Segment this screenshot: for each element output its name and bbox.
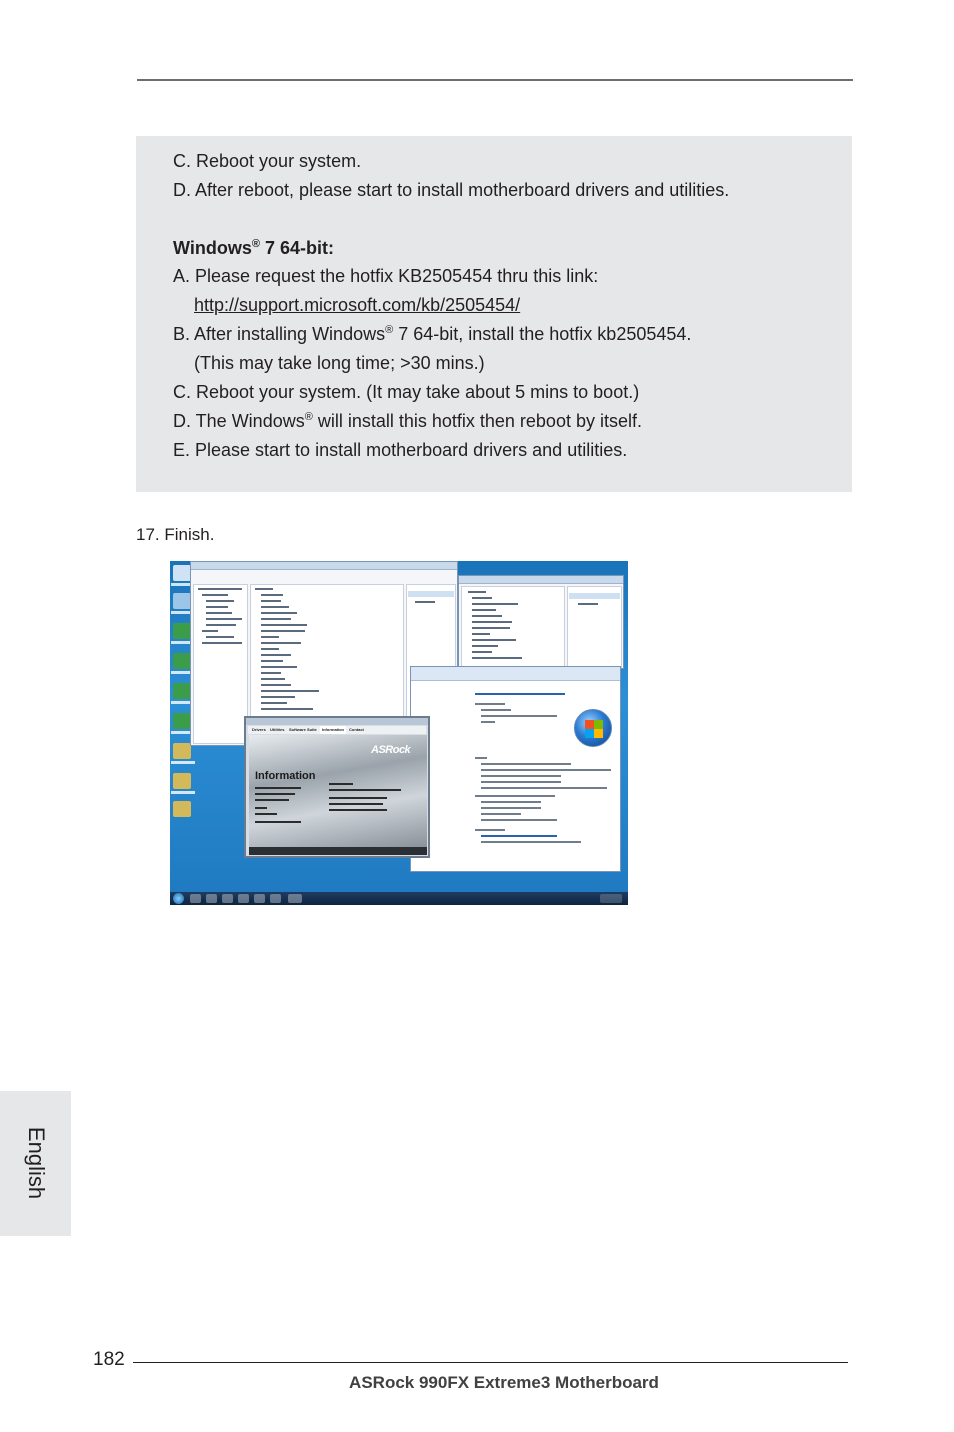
asrock-logo: ASRock [371, 744, 411, 756]
tree-item [261, 696, 295, 698]
sys-line [475, 829, 505, 831]
tree-item [206, 618, 242, 620]
folder-icon [173, 743, 191, 759]
finish-screenshot [170, 561, 628, 905]
tree-item [261, 642, 301, 644]
desktop-label [171, 761, 195, 764]
folder-icon [173, 773, 191, 789]
tree-item [261, 654, 291, 656]
taskbar [170, 892, 628, 905]
language-tab-label: English [24, 1126, 49, 1200]
tree-item [472, 621, 512, 623]
flag-green [594, 720, 603, 729]
step-label: 17. Finish. [136, 525, 215, 544]
sys-line [481, 813, 521, 815]
installer-footer [249, 847, 427, 855]
tree-item [206, 636, 234, 638]
info-line [255, 813, 277, 815]
taskbar-button[interactable] [254, 894, 265, 903]
window-titlebar [459, 576, 623, 584]
tree-item [198, 588, 242, 590]
info-line [255, 821, 301, 823]
tree-item [261, 612, 297, 614]
info-line [255, 807, 267, 809]
sys-line [481, 763, 571, 765]
taskbar-button[interactable] [288, 894, 302, 903]
system-info-window [410, 666, 621, 872]
tree-item [255, 588, 273, 590]
tree-item [261, 660, 283, 662]
window-titlebar [246, 718, 428, 725]
tree-item [261, 684, 291, 686]
tree-item [472, 645, 498, 647]
window-titlebar [191, 562, 457, 570]
folder-icon [173, 801, 191, 817]
sys-line [481, 781, 561, 783]
tree-item [261, 702, 287, 704]
tree-item [202, 630, 218, 632]
console-tree-pane [193, 584, 248, 744]
clock [600, 894, 622, 903]
tree-item [206, 600, 234, 602]
tree-item [261, 624, 307, 626]
sys-line [481, 819, 557, 821]
info-line [329, 789, 401, 791]
tree-item [472, 615, 502, 617]
flag-blue [585, 729, 594, 738]
sys-line [481, 801, 541, 803]
sys-line [481, 841, 581, 843]
system-heading [475, 693, 565, 695]
tab-software-suite[interactable]: Software Suite [289, 727, 317, 732]
tree-item [472, 657, 522, 659]
recycle-bin-icon [173, 593, 191, 609]
actions-pane [567, 586, 622, 668]
taskbar-button[interactable] [270, 894, 281, 903]
tree-item [468, 591, 486, 593]
sys-line [475, 795, 555, 797]
sys-line [481, 807, 541, 809]
flag-yellow [594, 729, 603, 738]
actions-header [569, 593, 620, 599]
footer-title: ASRock 990FX Extreme3 Motherboard [349, 1373, 659, 1392]
app-icon [173, 713, 191, 729]
tree-item [261, 618, 291, 620]
hotfix-link[interactable]: http://support.microsoft.com/kb/2505454/ [194, 295, 521, 315]
tree-item [472, 627, 510, 629]
tree-item [472, 597, 492, 599]
win7-heading: Windows® 7 64-bit: [173, 238, 334, 258]
taskbar-button[interactable] [222, 894, 233, 903]
note-line-d2: D. The Windows® will install this hotfix then reboot by itself. [173, 411, 642, 431]
taskbar-button[interactable] [190, 894, 201, 903]
note-line-b: B. After installing Windows® 7 64-bit, install the hotfix kb2505454. [173, 324, 692, 344]
tab-drivers[interactable]: Drivers [252, 727, 266, 732]
info-line [329, 797, 387, 799]
action-item [415, 601, 435, 603]
note-line-a: A. Please request the hotfix KB2505454 thru this link: [173, 266, 599, 286]
tree-item [472, 651, 492, 653]
tree-item [206, 606, 228, 608]
tree-item [206, 624, 236, 626]
sys-line [481, 787, 607, 789]
note-line-c2: C. Reboot your system. (It may take about 5 mins to boot.) [173, 382, 640, 402]
flag-red [585, 720, 594, 729]
note-line-c: C. Reboot your system. [173, 151, 362, 171]
note-line-b-note: (This may take long time; >30 mins.) [194, 353, 485, 373]
info-line [255, 787, 301, 789]
info-line [329, 809, 387, 811]
tree-item [261, 708, 313, 710]
device-manager-window [458, 575, 624, 669]
info-line [329, 803, 383, 805]
computer-icon [173, 565, 191, 581]
info-line [255, 793, 295, 795]
app-icon [173, 623, 191, 639]
tree-item [261, 636, 279, 638]
tree-item [202, 594, 228, 596]
tree-item [261, 648, 279, 650]
note-line-d: D. After reboot, please start to install motherboard drivers and utilities. [173, 180, 730, 200]
tree-item [261, 666, 297, 668]
installer-body [249, 735, 427, 855]
address-bar [411, 667, 620, 681]
tree-item [472, 639, 516, 641]
desktop-label [171, 791, 195, 794]
asrock-installer-window [244, 716, 430, 858]
note-line-e: E. Please start to install motherboard drivers and utilities. [173, 440, 628, 460]
tree-item [472, 609, 496, 611]
installer-tabs [248, 726, 426, 734]
top-rule [137, 79, 853, 81]
taskbar-button[interactable] [238, 894, 249, 903]
tree-item [472, 603, 518, 605]
tree-item [261, 600, 281, 602]
tree-item [261, 678, 285, 680]
tree-item [261, 690, 319, 692]
device-tree-pane [461, 586, 565, 668]
sys-line [481, 715, 557, 717]
start-button-icon[interactable] [173, 893, 184, 904]
activation-link [481, 835, 557, 837]
sys-line [475, 757, 487, 759]
taskbar-button[interactable] [206, 894, 217, 903]
tab-information[interactable]: Information [322, 727, 344, 732]
tree-item [206, 612, 232, 614]
tree-item [202, 642, 242, 644]
sys-line [481, 721, 495, 723]
app-icon [173, 653, 191, 669]
tree-item [472, 633, 490, 635]
information-heading: Information [255, 770, 316, 782]
app-icon [173, 683, 191, 699]
page-number: 182 [93, 1349, 125, 1370]
tree-item [261, 594, 283, 596]
sys-line [481, 769, 611, 771]
sys-line [475, 703, 505, 705]
action-item [578, 603, 598, 605]
info-line [255, 799, 289, 801]
footer-rule [133, 1362, 848, 1363]
actions-header [408, 591, 454, 597]
windows-logo-icon [574, 709, 612, 747]
tree-item [261, 672, 281, 674]
tab-utilities[interactable]: Utilities [270, 727, 285, 732]
tree-item [261, 606, 289, 608]
tab-contact[interactable]: Contact [349, 727, 364, 732]
tree-item [261, 630, 305, 632]
sys-line [481, 775, 561, 777]
info-line [329, 783, 353, 785]
sys-line [481, 709, 511, 711]
